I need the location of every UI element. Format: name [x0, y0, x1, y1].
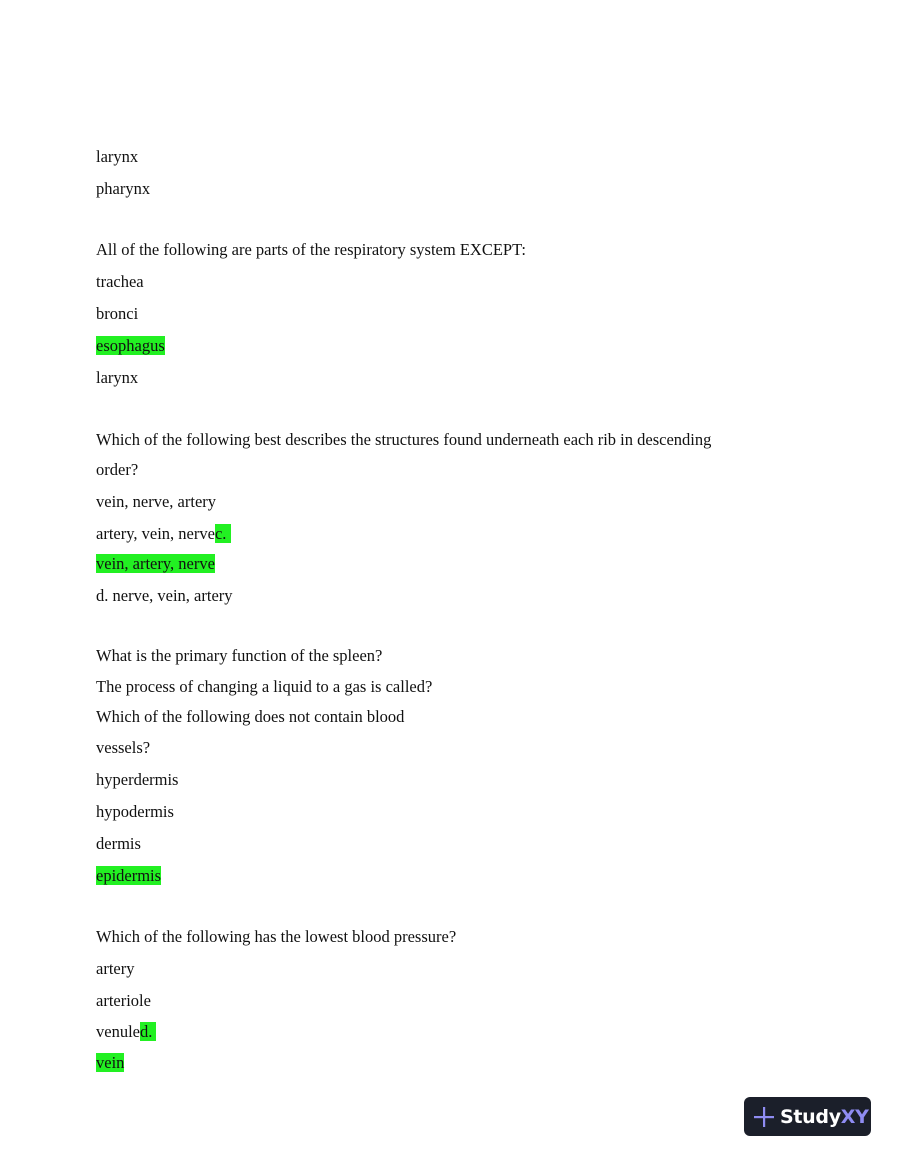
answer-option-correct [96, 336, 165, 356]
answer-option: larynx [96, 368, 139, 387]
brand-name [780, 1106, 869, 1128]
highlighted-answer: d. [139, 1022, 153, 1041]
question-text: order? [96, 460, 139, 479]
studyxy-logo[interactable] [744, 1097, 871, 1136]
answer-option: artery [96, 959, 135, 978]
answer-option-correct [96, 1053, 124, 1073]
highlighted-answer: epidermis [96, 866, 162, 885]
answer-option: pharynx [96, 179, 151, 198]
question-text: The process of changing a liquid to a gas is called? [96, 677, 433, 696]
answer-option: hypodermis [96, 802, 174, 821]
answer-option: trachea [96, 272, 144, 291]
question-text: Which of the following does not contain blood [96, 707, 405, 726]
answer-option-correct [96, 866, 161, 886]
highlight-pad [226, 524, 230, 543]
answer-text: artery, vein, nerve [96, 524, 215, 543]
answer-option [96, 1022, 156, 1042]
answer-option: larynx [96, 147, 139, 166]
highlighted-answer: c. [214, 524, 227, 543]
brand-name-study: Study [780, 1105, 841, 1128]
answer-option-correct [96, 554, 215, 574]
highlighted-answer: vein [96, 1053, 125, 1072]
answer-option: vein, nerve, artery [96, 492, 217, 511]
answer-option: dermis [96, 834, 141, 853]
answer-option: d. nerve, vein, artery [96, 586, 233, 605]
answer-option: bronci [96, 304, 139, 323]
question-text: vessels? [96, 738, 151, 757]
highlighted-answer: vein, artery, nerve [96, 554, 215, 573]
answer-option [96, 524, 231, 544]
question-text: Which of the following best describes the structures found underneath each rib in descending [96, 430, 712, 449]
question-text: All of the following are parts of the respiratory system EXCEPT: [96, 240, 526, 259]
highlight-pad [152, 1022, 156, 1041]
question-text: What is the primary function of the spleen? [96, 646, 383, 665]
answer-option: arteriole [96, 991, 151, 1010]
answer-option: hyperdermis [96, 770, 179, 789]
answer-text: venule [96, 1022, 140, 1041]
plus-icon [753, 1106, 775, 1128]
brand-name-xy: XY [840, 1105, 869, 1128]
question-text: Which of the following has the lowest blood pressure? [96, 927, 457, 946]
highlighted-answer: esophagus [96, 336, 165, 355]
